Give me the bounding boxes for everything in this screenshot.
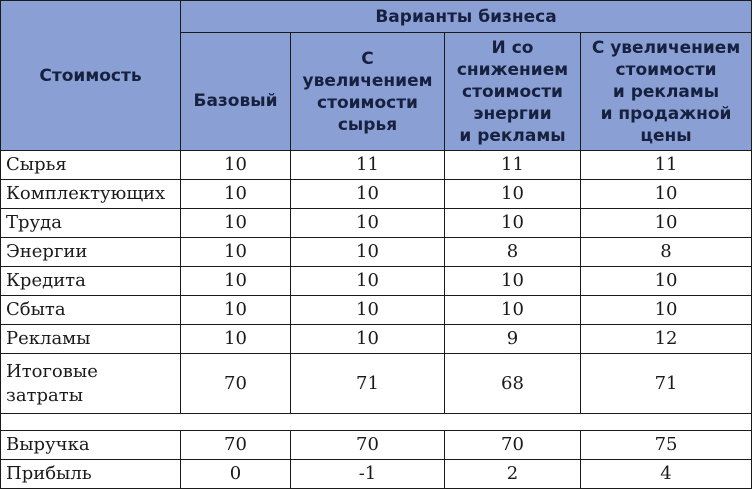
row-label: Кредита [1, 267, 181, 296]
table-cell: 10 [445, 296, 581, 325]
table-row [1, 354, 752, 414]
table-row [1, 296, 752, 325]
table-cell: 10 [291, 180, 445, 209]
table-cell: 8 [445, 238, 581, 267]
table-row [1, 325, 752, 354]
table-cell: 10 [181, 325, 291, 354]
table-cell: 70 [291, 431, 445, 460]
table-cell: 12 [581, 325, 752, 354]
business-variants-header: Варианты бизнеса [181, 1, 752, 33]
row-label: Рекламы [1, 325, 181, 354]
row-label: Итоговые затраты [1, 354, 181, 414]
spacer-row [1, 414, 752, 431]
table-row [1, 180, 752, 209]
table-row [1, 267, 752, 296]
row-label: Энергии [1, 238, 181, 267]
table-cell: 10 [181, 267, 291, 296]
table-row [1, 238, 752, 267]
table-cell: 10 [291, 325, 445, 354]
table-cell: 10 [581, 209, 752, 238]
row-label: Комплектующих [1, 180, 181, 209]
table-cell: 10 [445, 180, 581, 209]
table-cell: 10 [181, 209, 291, 238]
table-cell: 10 [445, 209, 581, 238]
table-row [1, 209, 752, 238]
table-cell: 4 [581, 460, 752, 489]
spacer-cell [1, 414, 752, 431]
table-cell: 10 [581, 267, 752, 296]
table-row [1, 431, 752, 460]
table-row [1, 151, 752, 180]
table-cell: 0 [181, 460, 291, 489]
row-label: Прибыль [1, 460, 181, 489]
table-cell: 71 [291, 354, 445, 414]
table-cell: 75 [581, 431, 752, 460]
table-cell: 10 [291, 267, 445, 296]
row-label: Сбыта [1, 296, 181, 325]
table-cell: 8 [581, 238, 752, 267]
column-header-cost-ad-price-increase: С увеличением стоимости и рекламы и продажной цены [581, 33, 752, 151]
cost-header: Стоимость [1, 1, 181, 151]
table-cell: 10 [581, 180, 752, 209]
table-cell: 9 [445, 325, 581, 354]
table-cell: 68 [445, 354, 581, 414]
table-cell: 71 [581, 354, 752, 414]
table-cell: 70 [181, 354, 291, 414]
table-cell: 11 [445, 151, 581, 180]
table-cell: 10 [291, 209, 445, 238]
table-cell: 10 [445, 267, 581, 296]
column-header-base: Базовый [181, 33, 291, 151]
table-cell: 11 [291, 151, 445, 180]
table-cell: 10 [181, 238, 291, 267]
table-cell: 11 [581, 151, 752, 180]
table-cell: 2 [445, 460, 581, 489]
table-cell: 10 [291, 238, 445, 267]
table-cell: 70 [181, 431, 291, 460]
row-label: Сырья [1, 151, 181, 180]
table-cell: 10 [181, 180, 291, 209]
table-cell: 10 [581, 296, 752, 325]
table-cell: 70 [445, 431, 581, 460]
table-cell: 10 [181, 151, 291, 180]
table-cell: 10 [181, 296, 291, 325]
row-label: Труда [1, 209, 181, 238]
table-row [1, 460, 752, 489]
column-header-energy-ad-reduction: И со снижением стоимости энергии и рекламы [445, 33, 581, 151]
column-header-raw-cost-increase: С увеличением стоимости сырья [291, 33, 445, 151]
table-cell: -1 [291, 460, 445, 489]
row-label: Выручка [1, 431, 181, 460]
table-cell: 10 [291, 296, 445, 325]
